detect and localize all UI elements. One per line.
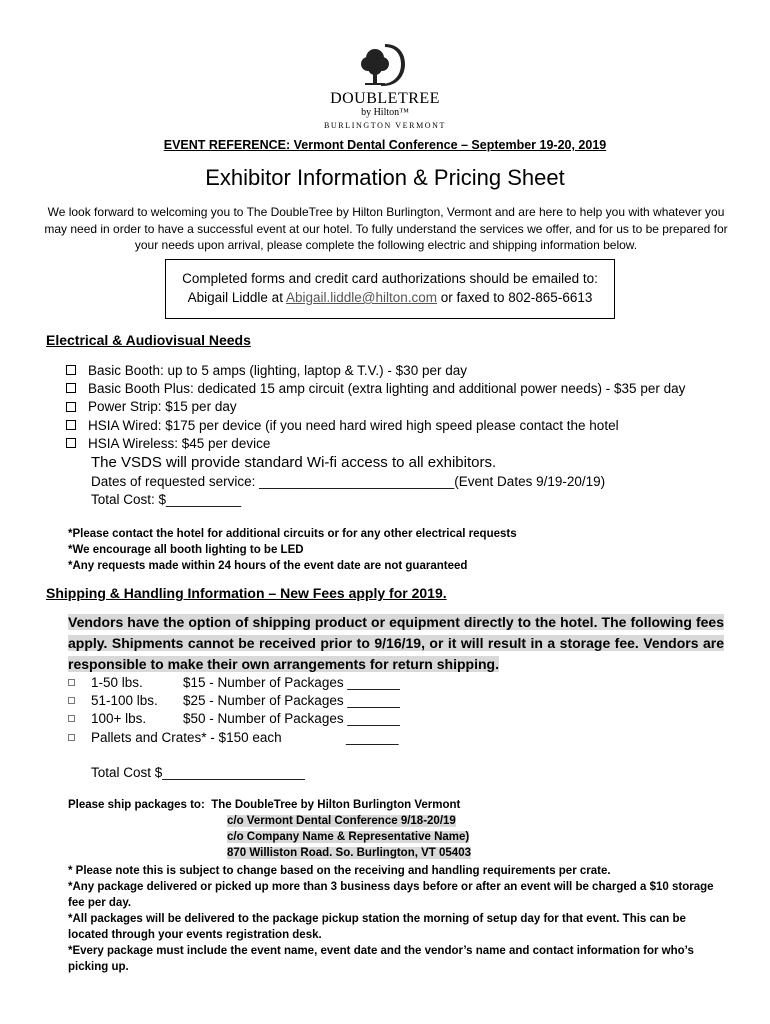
footnote: *Any package delivered or picked up more than 3 business days before or after an event will be charged a $10 storage fee per day. [68,881,714,909]
brand-by-hilton: by Hilton™ [361,107,409,118]
note-line: *Any requests made within 24 hours of the event date are not guaranteed [68,560,468,572]
address-line: c/o Company Name & Representative Name) [227,831,470,843]
shipping-total-field[interactable]: Total Cost $___________________ [91,765,305,780]
tree-logo-icon [355,40,415,88]
shipping-item [68,691,468,709]
footnote: * Please note this is subject to change based on the receiving and handling requirements per crate. [68,865,611,877]
ship-to-header [68,797,748,813]
checkbox[interactable] [66,365,76,375]
shipping-item [68,673,468,691]
doubletree-logo [0,40,770,130]
shipping-item [68,728,468,746]
electrical-item [66,434,746,452]
electrical-item [66,379,746,397]
shipping-fee-list [68,673,468,746]
checkbox[interactable] [68,715,75,722]
checkbox[interactable] [66,438,76,448]
weight-label: 100+ lbs. [91,711,147,727]
checkbox[interactable] [66,402,76,412]
checkbox[interactable] [68,697,75,704]
checkbox[interactable] [66,420,76,430]
ship-to-name: The DoubleTree by Hilton Burlington Vermont [211,799,461,811]
address-line: 870 Williston Road. So. Burlington, VT 05403 [227,847,471,859]
package-count-field[interactable]: _______ [347,692,400,708]
shipping-heading: Shipping & Handling Information – New Fees apply for 2019. [46,585,447,601]
electrical-total-field[interactable]: Total Cost: $__________ [91,492,242,507]
electrical-item [66,398,746,416]
package-count-field[interactable]: _______ [347,711,400,727]
weight-label: 51-100 lbs. [91,692,158,708]
pallets-field[interactable]: _______ [346,729,399,745]
email-link[interactable]: Abigail.liddle@hilton.com [285,290,437,305]
checkbox[interactable] [68,734,75,741]
note-line: *We encourage all booth lighting to be LED [68,544,304,556]
vsds-note: The VSDS will provide standard Wi-fi access to all exhibitors. [91,454,497,471]
ship-to-label: Please ship packages to: [68,799,205,811]
electrical-item-label: HSIA Wired: $175 per device (if you need hard wired high speed please contact the hotel [88,417,619,433]
contact-line-1: Completed forms and credit card authorizations should be emailed to: [182,271,598,286]
contact-box [165,259,615,319]
checkbox[interactable] [66,383,76,393]
footnote: *Every package must include the event name, event date and the vendor’s name and contact information for who’s picking up. [68,945,694,973]
shipping-paragraph-text: Vendors have the option of shipping product or equipment directly to the hotel. The following fees apply. Shipments cannot be received prior to 9/16/19, or it will result in a storage fee. Vendors are responsible to make their own arrangements for return shipping. [68,614,724,672]
pallets-label: Pallets and Crates* - $150 each [91,729,282,745]
contact-prefix: Abigail Liddle at [187,290,286,305]
fee-label: $15 - Number of Packages [183,674,344,690]
footnote: *All packages will be delivered to the package pickup station the morning of setup day for that event. This can be located through your events registration desk. [68,913,686,941]
electrical-item-label: Basic Booth: up to 5 amps (lighting, laptop & T.V.) - $30 per day [88,362,467,378]
brand-name: DOUBLETREE [330,90,440,107]
page-title: Exhibitor Information & Pricing Sheet [205,165,565,190]
event-reference: EVENT REFERENCE: Vermont Dental Conference – September 19-20, 2019 [163,138,607,152]
electrical-item [66,361,746,379]
address-lines [68,813,748,861]
contact-line-2 [166,288,614,307]
electrical-heading: Electrical & Audiovisual Needs [46,332,251,348]
shipping-item [68,710,468,728]
fee-label: $50 - Number of Packages [183,711,344,727]
electrical-item-label: Basic Booth Plus: dedicated 15 amp circuit (extra lighting and additional power needs) - $35 per day [88,380,686,396]
note-line: *Please contact the hotel for additional circuits or for any other electrical requests [68,528,517,540]
ship-to-block [68,797,748,861]
address-line: c/o Vermont Dental Conference 9/18-20/19 [227,815,456,827]
dates-requested-field[interactable]: Dates of requested service: __________________________(Event Dates 9/19-20/19) [91,474,606,489]
package-count-field[interactable]: _______ [347,674,400,690]
electrical-item-label: Power Strip: $15 per day [88,399,237,415]
shipping-paragraph [68,612,724,675]
checkbox[interactable] [68,679,75,686]
intro-paragraph: We look forward to welcoming you to The DoubleTree by Hilton Burlington, Vermont and are here to help you with whatever you may need in order to have a successful event at our hotel. To fully understand the services we offer, and for us to be prepared for your needs upon arrival, please complete the following electric and shipping information below. [44,205,728,252]
fee-label: $25 - Number of Packages [183,692,344,708]
electrical-list [66,361,746,452]
brand-location: BURLINGTON VERMONT [323,121,447,130]
shipping-footnotes [68,863,728,975]
contact-suffix: or faxed to 802-865-6613 [436,290,593,305]
electrical-item [66,416,746,434]
electrical-notes [68,526,748,574]
weight-label: 1-50 lbs. [91,674,143,690]
electrical-item-label: HSIA Wireless: $45 per device [88,435,271,451]
